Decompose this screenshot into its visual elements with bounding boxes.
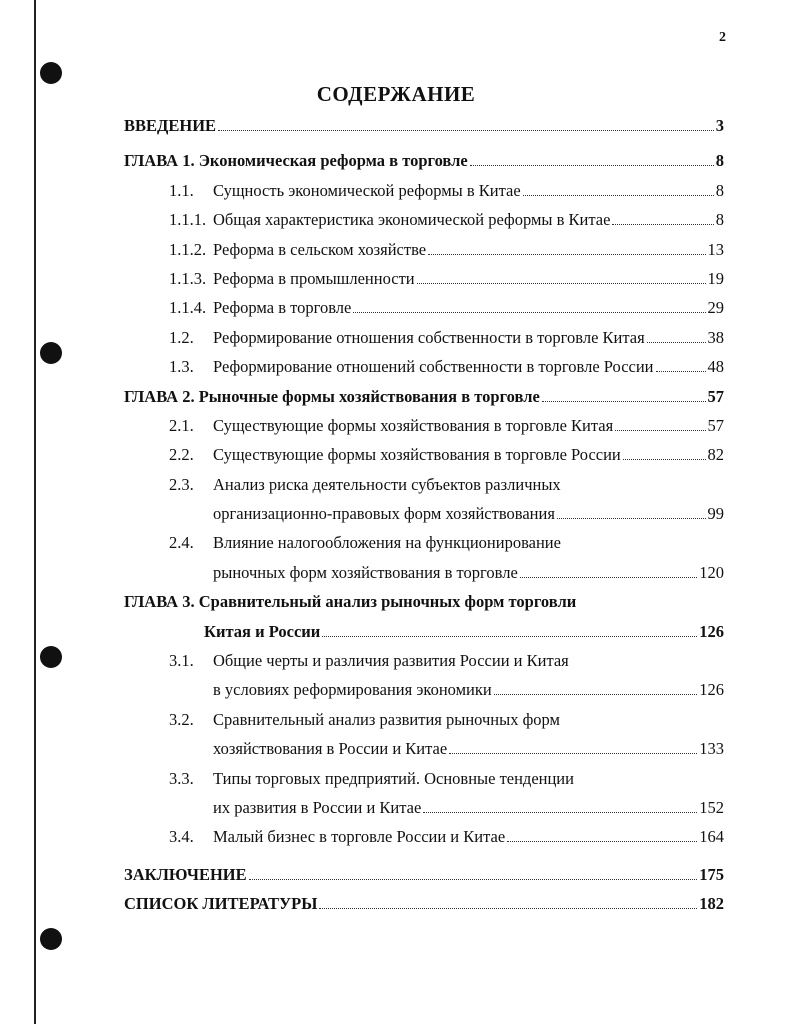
toc-label: Общие черты и различия развития России и Китая — [213, 651, 569, 671]
dot-leader — [249, 879, 698, 880]
toc-number: 3.1. — [169, 651, 194, 671]
toc-label: Реформа в торговле — [213, 298, 352, 318]
dot-leader — [507, 841, 697, 842]
toc-number: 3.2. — [169, 709, 194, 729]
dot-leader — [523, 195, 714, 196]
toc-number: 1.2. — [169, 327, 194, 347]
toc-entry-2-4-continued[interactable] — [124, 563, 724, 592]
toc-page: 8 — [715, 151, 724, 171]
toc-entry-2-4[interactable] — [124, 533, 724, 562]
toc-label: Существующие формы хозяйствования в торговле России — [213, 445, 621, 465]
toc-entry-chapter-3-continued[interactable] — [124, 622, 724, 651]
toc-entry-conclusion[interactable] — [124, 865, 724, 894]
toc-label: их развития в России и Китае — [213, 797, 422, 817]
toc-entry-3-3-continued[interactable] — [124, 798, 724, 827]
page-number: 2 — [719, 30, 726, 45]
toc-label: Общая характеристика экономической реформы в Китае — [213, 210, 611, 230]
dot-leader — [520, 577, 697, 578]
page-title: СОДЕРЖАНИЕ — [316, 82, 476, 106]
toc-page: 175 — [699, 864, 724, 884]
dot-leader — [322, 636, 697, 637]
toc-entry-chapter-1[interactable] — [124, 151, 724, 180]
toc-label: СПИСОК ЛИТЕРАТУРЫ — [124, 894, 318, 914]
toc-entry-2-3-continued[interactable] — [124, 504, 724, 533]
toc-entry-1-1-3[interactable] — [124, 269, 724, 298]
dot-leader — [542, 401, 706, 402]
toc-page: 38 — [707, 327, 724, 347]
toc-page: 8 — [715, 180, 724, 200]
toc-number: 1.1.1. — [169, 210, 207, 230]
toc-entry-1-1-2[interactable] — [124, 240, 724, 269]
dot-leader — [656, 371, 706, 372]
toc-number: 1.1.4. — [169, 298, 207, 318]
toc-page: 182 — [699, 894, 724, 914]
toc-number: 1.3. — [169, 357, 194, 377]
toc-label: ГЛАВА 3. Сравнительный анализ рыночных форм торговли — [124, 592, 577, 612]
dot-leader — [428, 254, 705, 255]
punch-hole — [40, 928, 62, 950]
toc-page: 99 — [707, 504, 724, 524]
dot-leader — [557, 518, 706, 519]
dot-leader — [470, 165, 714, 166]
toc-page: 29 — [707, 298, 724, 318]
dot-leader — [612, 224, 713, 225]
toc-page: 164 — [699, 827, 724, 847]
toc-entry-1-1[interactable] — [124, 181, 724, 210]
dot-leader — [353, 312, 705, 313]
toc-page: 152 — [699, 797, 724, 817]
toc-number: 2.3. — [169, 474, 194, 494]
toc-label: ЗАКЛЮЧЕНИЕ — [124, 864, 247, 884]
toc-entry-1-3[interactable] — [124, 357, 724, 386]
toc-entry-3-1-continued[interactable] — [124, 680, 724, 709]
toc-entry-introduction[interactable] — [124, 116, 724, 145]
dot-leader — [494, 694, 698, 695]
dot-leader — [417, 283, 706, 284]
toc-label: организационно-правовых форм хозяйствования — [213, 504, 555, 524]
toc-page: 126 — [699, 680, 724, 700]
toc-page: 48 — [707, 357, 724, 377]
toc-entry-2-3[interactable] — [124, 475, 724, 504]
toc-entry-1-2[interactable] — [124, 328, 724, 357]
toc-page: 82 — [707, 445, 724, 465]
dot-leader — [423, 812, 697, 813]
toc-number: 1.1.3. — [169, 268, 207, 288]
toc-label: Анализ риска деятельности субъектов различных — [213, 474, 561, 494]
toc-label: ГЛАВА 1. Экономическая реформа в торговле — [124, 151, 468, 171]
toc-entry-1-1-1[interactable] — [124, 210, 724, 239]
toc-label: Влияние налогообложения на функционирование — [213, 533, 561, 553]
toc-label: ВВЕДЕНИЕ — [124, 116, 217, 135]
dot-leader — [647, 342, 706, 343]
toc-entry-chapter-2[interactable] — [124, 387, 724, 416]
toc-label: Реформа в сельском хозяйстве — [213, 239, 427, 259]
toc-page: 8 — [715, 210, 724, 230]
table-of-contents — [124, 116, 724, 924]
toc-label: Малый бизнес в торговле России и Китае — [213, 827, 506, 847]
toc-number: 3.3. — [169, 768, 194, 788]
toc-label: рыночных форм хозяйствования в торговле — [213, 562, 518, 582]
toc-entry-chapter-3[interactable] — [124, 592, 724, 621]
toc-number: 1.1.2. — [169, 239, 207, 259]
punch-hole — [40, 646, 62, 668]
toc-label: Китая и России — [204, 621, 321, 641]
toc-label: Сущность экономической реформы в Китае — [213, 180, 521, 200]
toc-page: 120 — [699, 562, 724, 582]
toc-label: Сравнительный анализ развития рыночных форм — [213, 709, 560, 729]
toc-number: 2.1. — [169, 415, 194, 435]
dot-leader — [615, 430, 705, 431]
toc-entry-2-1[interactable] — [124, 416, 724, 445]
toc-number: 3.4. — [169, 827, 194, 847]
toc-label: в условиях реформирования экономики — [213, 680, 492, 700]
toc-page: 19 — [707, 268, 724, 288]
toc-label: Реформа в промышленности — [213, 268, 415, 288]
dot-leader — [319, 908, 697, 909]
toc-entry-3-1[interactable] — [124, 651, 724, 680]
toc-label: ГЛАВА 2. Рыночные формы хозяйствования в торговле — [124, 386, 540, 406]
toc-page: 3 — [715, 116, 724, 135]
toc-label: Реформирование отношений собственности в торговле России — [213, 357, 654, 377]
dot-leader — [449, 753, 697, 754]
toc-page: 133 — [699, 739, 724, 759]
dot-leader — [218, 130, 714, 131]
toc-page: 57 — [707, 386, 724, 406]
toc-entry-references[interactable] — [124, 894, 724, 923]
toc-entry-3-2-continued[interactable] — [124, 739, 724, 768]
toc-label: Реформирование отношения собственности в торговле Китая — [213, 327, 645, 347]
toc-entry-3-3[interactable] — [124, 769, 724, 798]
toc-page: 57 — [707, 415, 724, 435]
toc-page: 126 — [699, 621, 724, 641]
toc-label: Существующие формы хозяйствования в торговле Китая — [213, 415, 614, 435]
punch-hole — [40, 62, 62, 84]
toc-entry-2-2[interactable] — [124, 445, 724, 474]
toc-number: 2.4. — [169, 533, 194, 553]
toc-number: 1.1. — [169, 180, 194, 200]
toc-entry-1-1-4[interactable] — [124, 298, 724, 327]
toc-entry-3-2[interactable] — [124, 710, 724, 739]
toc-label: хозяйствования в России и Китае — [213, 739, 448, 759]
toc-label: Типы торговых предприятий. Основные тенденции — [213, 768, 574, 788]
toc-page: 13 — [707, 239, 724, 259]
binding-margin-line — [34, 0, 36, 1024]
dot-leader — [623, 459, 706, 460]
punch-hole — [40, 342, 62, 364]
toc-number: 2.2. — [169, 445, 194, 465]
toc-entry-3-4[interactable] — [124, 827, 724, 856]
